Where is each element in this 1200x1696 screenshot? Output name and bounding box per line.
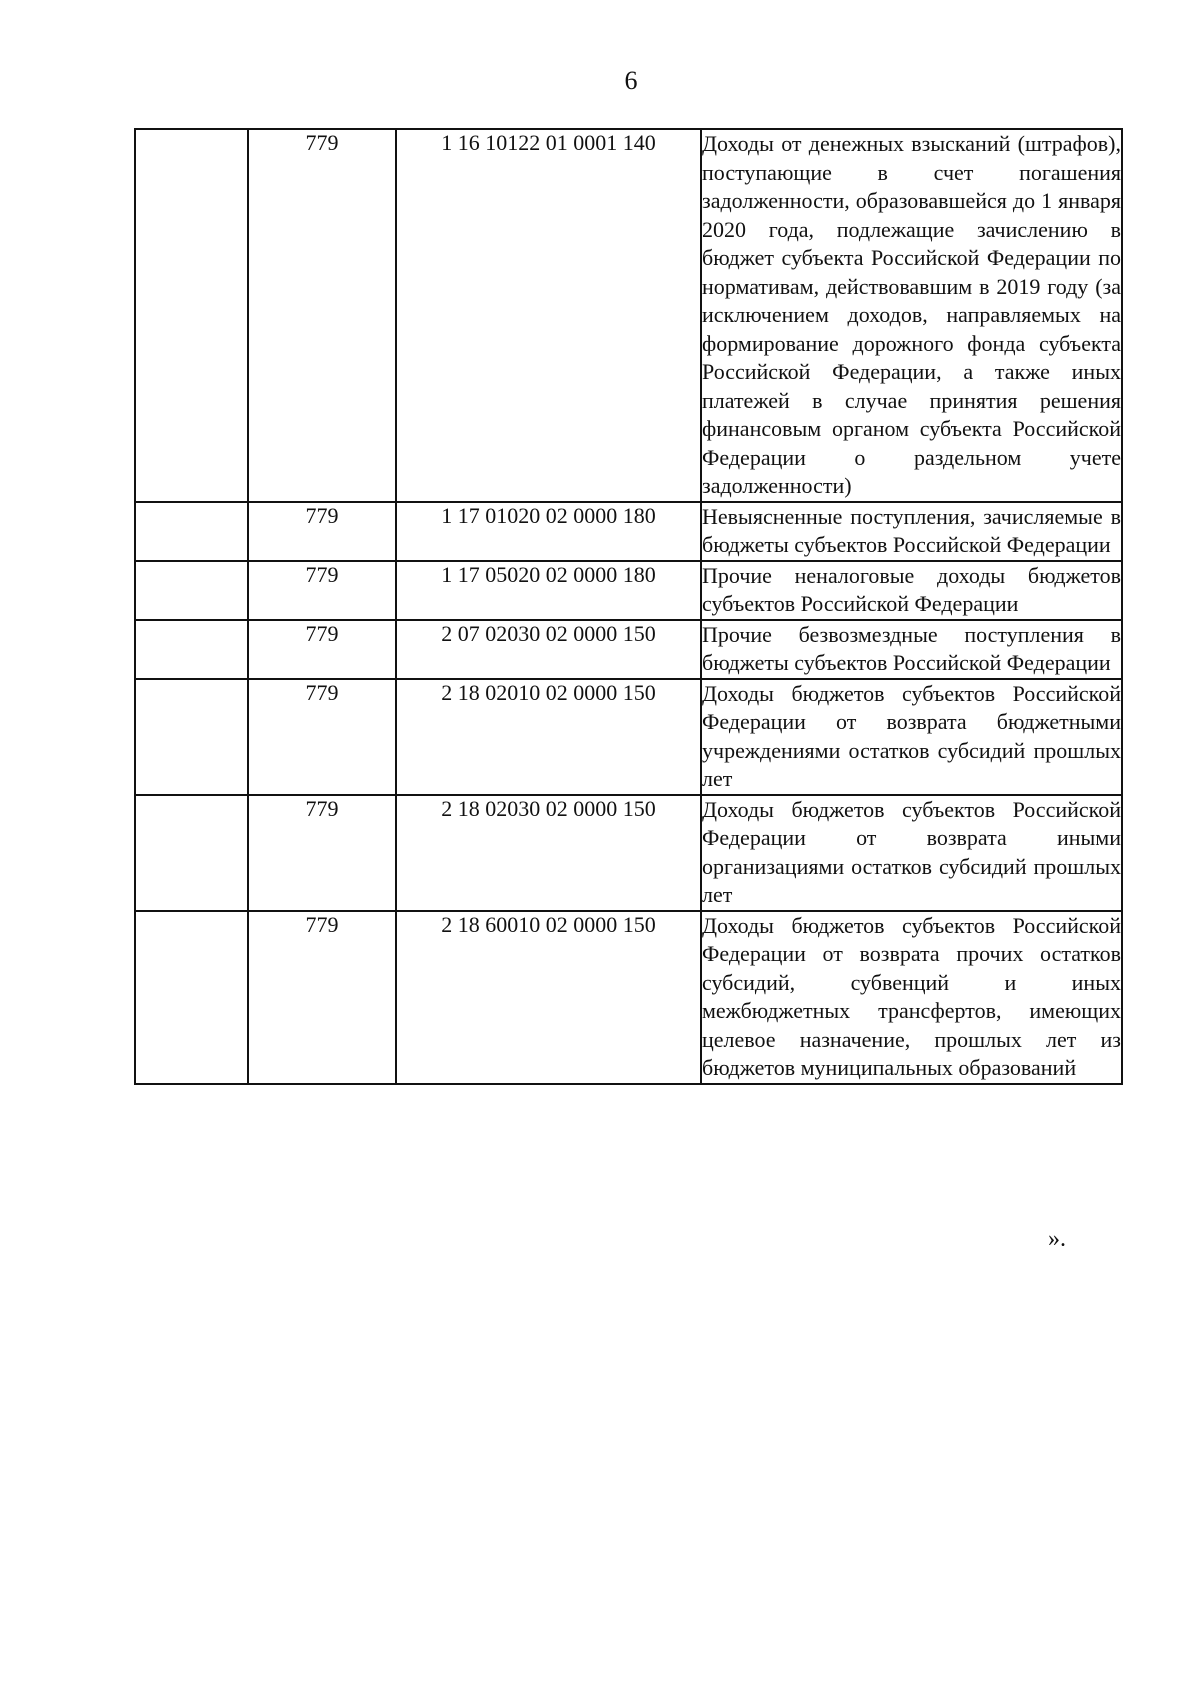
- table-row: [135, 502, 1122, 561]
- description-text: Невыясненные поступления, зачисляемые в бюджеты субъектов Российской Федерации: [702, 503, 1121, 557]
- budget-code-cell: 2 18 02030 02 0000 150: [396, 795, 701, 911]
- table-row: [135, 620, 1122, 679]
- budget-code-cell: 2 07 02030 02 0000 150: [396, 620, 701, 679]
- description-text: Доходы бюджетов субъектов Российской Федерации от возврата бюджетными учреждениями остатков субсидий прошлых лет: [702, 680, 1121, 791]
- description-text: Прочие неналоговые доходы бюджетов субъектов Российской Федерации: [702, 562, 1121, 616]
- admin-code-cell: 779: [248, 911, 396, 1084]
- closing-quote-mark: ».: [1048, 1226, 1066, 1252]
- admin-code-cell: 779: [248, 795, 396, 911]
- description-text: Доходы от денежных взысканий (штрафов), поступающие в счет погашения задолженности, образовавшейся до 1 января 2020 года, подлежащие зачислению в бюджет субъекта Российской Федерации по нормативам, действовавшим в 2019 году (за исключением доходов, направляемых на формирование дорожного фонда субъекта Российской Федерации, а также иных платежей в случае принятия решения финансовым органом субъекта Российской Федерации о раздельном учете задолженности): [702, 131, 1121, 498]
- table-row: [135, 561, 1122, 620]
- budget-code-cell: 1 17 01020 02 0000 180: [396, 502, 701, 561]
- admin-code-cell: 779: [248, 620, 396, 679]
- description-cell: [701, 679, 1122, 795]
- description-cell: [701, 620, 1122, 679]
- description-cell: [701, 561, 1122, 620]
- description-cell: [701, 911, 1122, 1084]
- admin-code-cell: 779: [248, 679, 396, 795]
- table-row: [135, 795, 1122, 911]
- table-row: [135, 679, 1122, 795]
- description-cell: [701, 129, 1122, 502]
- page-number: 6: [624, 66, 638, 95]
- empty-cell: [135, 561, 248, 620]
- budget-code-cell: 2 18 02010 02 0000 150: [396, 679, 701, 795]
- empty-cell: [135, 129, 248, 502]
- empty-cell: [135, 502, 248, 561]
- description-text: Прочие безвозмездные поступления в бюджеты субъектов Российской Федерации: [702, 621, 1121, 675]
- admin-code-cell: 779: [248, 502, 396, 561]
- budget-code-cell: 1 16 10122 01 0001 140: [396, 129, 701, 502]
- description-cell: [701, 502, 1122, 561]
- empty-cell: [135, 620, 248, 679]
- description-cell: [701, 795, 1122, 911]
- revenue-codes-table: [134, 128, 1123, 1085]
- admin-code-cell: 779: [248, 129, 396, 502]
- table-row: [135, 911, 1122, 1084]
- table-row: [135, 129, 1122, 502]
- description-text: Доходы бюджетов субъектов Российской Федерации от возврата иными организациями остатков субсидий прошлых лет: [702, 796, 1121, 907]
- budget-code-cell: 2 18 60010 02 0000 150: [396, 911, 701, 1084]
- description-text: Доходы бюджетов субъектов Российской Федерации от возврата прочих остатков субсидий, субвенций и иных межбюджетных трансфертов, имеющих целевое назначение, прошлых лет из бюджетов муниципальных образований: [702, 912, 1121, 1080]
- empty-cell: [135, 679, 248, 795]
- empty-cell: [135, 911, 248, 1084]
- empty-cell: [135, 795, 248, 911]
- admin-code-cell: 779: [248, 561, 396, 620]
- budget-code-cell: 1 17 05020 02 0000 180: [396, 561, 701, 620]
